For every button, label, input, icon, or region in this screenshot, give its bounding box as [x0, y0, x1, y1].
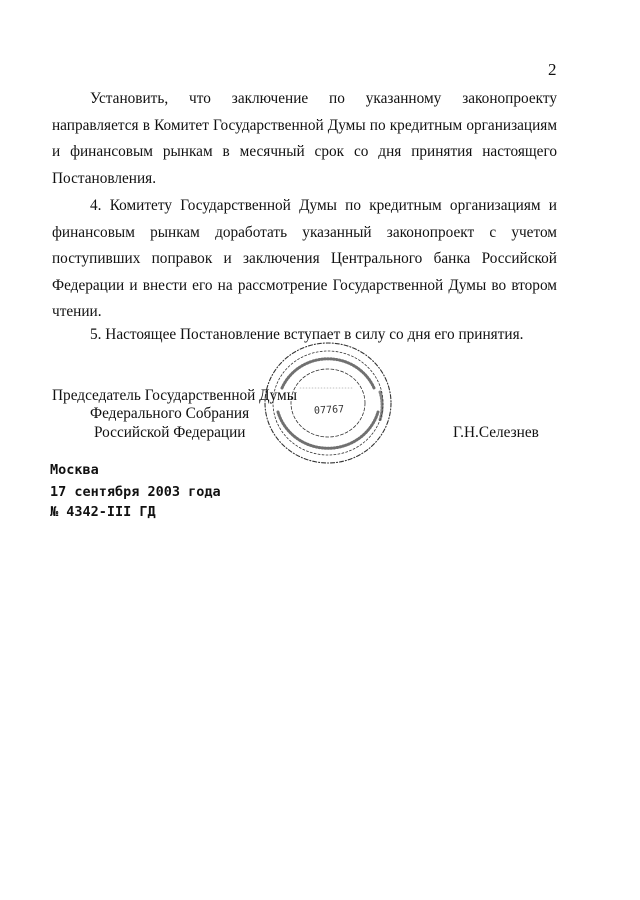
footer-date: 17 сентября 2003 года	[50, 484, 221, 500]
paragraph-item-4	[52, 193, 557, 326]
text-line: финансовым рынкам доработать указанный законопроект с учетом	[52, 223, 557, 241]
text-line: Федерации и внести его на рассмотрение Государственной Думы во втором	[52, 276, 557, 294]
paragraph-establish	[52, 86, 557, 192]
page-number: 2	[548, 60, 557, 79]
signer-name: Г.Н.Селезнев	[453, 424, 539, 441]
signature-title-line1: Председатель Государственной Думы	[52, 387, 298, 404]
footer-document-number: № 4342-III ГД	[50, 504, 156, 520]
text-line: поступивших поправок и заключения Центрального банка Российской	[52, 250, 557, 267]
text-line: чтении.	[52, 303, 102, 320]
footer-city: Москва	[50, 462, 99, 478]
seal-number: 07767	[313, 404, 345, 417]
text-line: 4. Комитету Государственной Думы по кредитным организациям и	[90, 197, 557, 214]
signature-title-line3: Российской Федерации	[94, 424, 246, 441]
text-line: направляется в Комитет Государственной Думы по кредитным организациям	[52, 116, 557, 134]
text-line: 5. Настоящее Постановление вступает в силу со дня его принятия.	[90, 326, 524, 343]
text-line: Установить, что заключение по указанному законопроекту	[90, 90, 557, 107]
text-line: Постановления.	[52, 169, 157, 187]
signature-title-line2: Федерального Собрания	[90, 405, 250, 422]
text-line: и финансовым рынкам в месячный срок со дня принятия настоящего	[52, 143, 557, 160]
